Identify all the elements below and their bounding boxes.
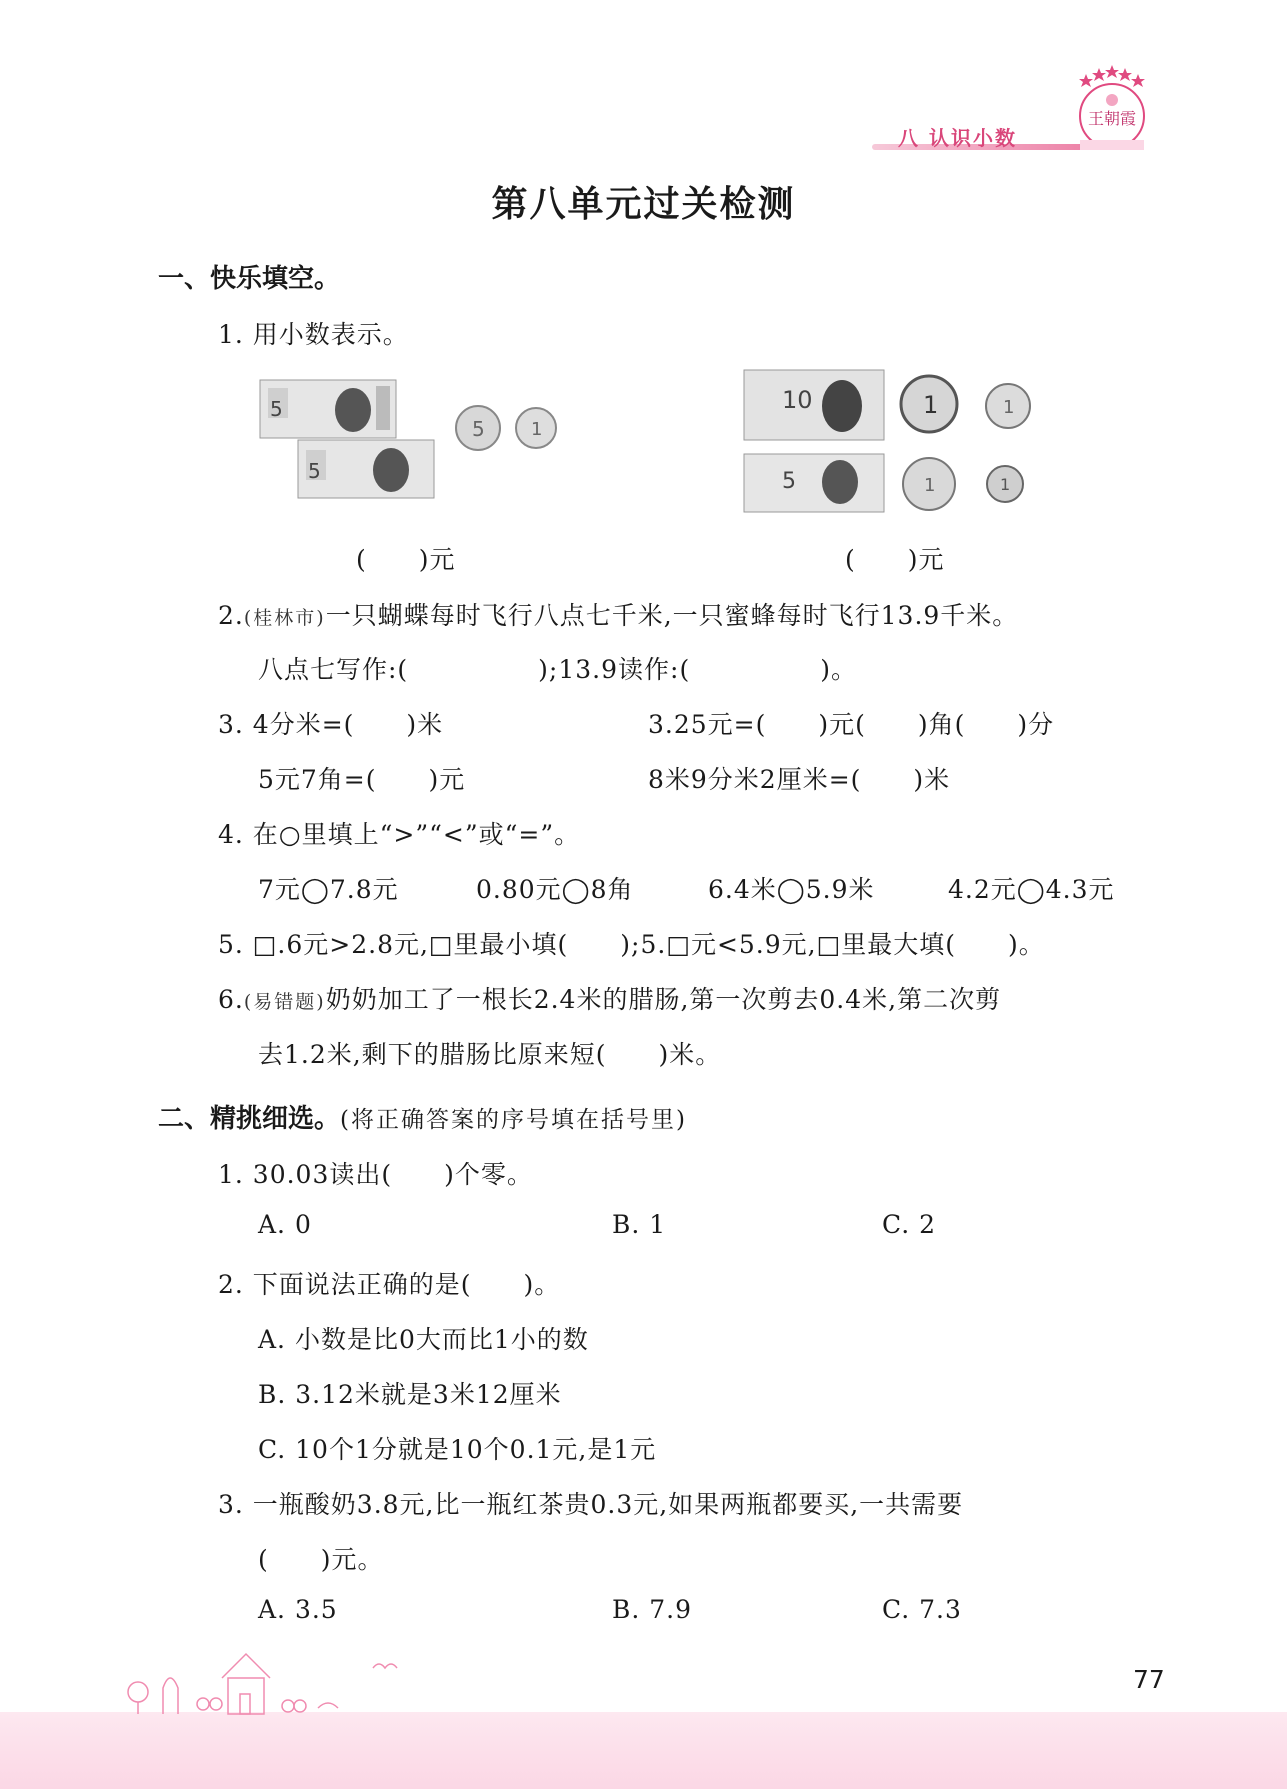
svg-text:5: 5 [782,469,796,494]
castle-doodle-icon [118,1648,418,1718]
q4-item-3: 6.4米◯5.9米 [708,875,875,904]
q1-answer-right: ( )元 [845,545,945,574]
footer-decoration [118,1648,418,1722]
svg-text:1: 1 [1003,397,1015,418]
section1-heading: 一、快乐填空。 [158,264,341,294]
q1-text: 1. 用小数表示。 [218,320,409,349]
s2-q3-option-a: A. 3.5 [258,1595,338,1624]
q4-item-2: 0.80元◯8角 [476,875,634,904]
banknotes-coins-left-icon [258,378,558,508]
s2-q3-line1: 3. 一瓶酸奶3.8元,比一瓶红茶贵0.3元,如果两瓶都要买,一共需要 [218,1490,964,1519]
page-title: 第八单元过关检测 [491,184,796,225]
s2-q1-option-a: A. 0 [258,1210,312,1239]
s2-q2-text: 2. 下面说法正确的是( )。 [218,1270,561,1299]
q2-text: 一只蝴蝶每时飞行八点七千米,一只蜜蜂每时飞行13.9千米。 [325,601,1019,630]
q6-line2: 去1.2米,剩下的腊肠比原来短( )米。 [258,1040,722,1069]
q1-answer-left: ( )元 [356,545,456,574]
svg-text:1: 1 [531,419,543,440]
svg-text:5: 5 [472,417,485,441]
banknotes-coins-right-icon [742,368,1042,518]
s2-q1-option-c: C. 2 [882,1210,937,1239]
s2-q2-option-c: C. 10个1分就是10个0.1元,是1元 [258,1435,657,1464]
q3-a: 3. 4分米=( )米 [218,710,444,739]
chapter-label: 八 认识小数 [898,126,1017,150]
s2-q1-option-b: B. 1 [612,1210,667,1239]
svg-text:王朝霞: 王朝霞 [1087,109,1137,128]
q2-tag: (桂林市) [243,607,326,629]
svg-text:5: 5 [270,397,283,421]
q2-number: 2. [218,601,244,630]
svg-text:1: 1 [1000,475,1011,494]
q6-line1 [218,980,1001,1016]
section2-title: 二、精挑细选。 [158,1104,341,1134]
s2-q3-option-c: C. 7.3 [882,1595,962,1624]
q6-text: 奶奶加工了一根长2.4米的腊肠,第一次剪去0.4米,第二次剪 [325,985,1002,1014]
q6-number: 6. [218,985,244,1014]
svg-text:1: 1 [923,391,939,419]
s2-q1-text: 1. 30.03读出( )个零。 [218,1160,533,1189]
left-money-group [258,378,558,512]
right-money-group [742,368,1042,522]
s2-q3-line2: ( )元。 [258,1545,384,1574]
svg-text:5: 5 [308,459,321,483]
page-number: 77 [1133,1665,1165,1694]
s2-q3-option-b: B. 7.9 [612,1595,693,1624]
q2-line1 [218,596,1018,632]
q3-c: 5元7角=( )元 [258,765,466,794]
q2-line2: 八点七写作:( );13.9读作:( )。 [258,655,857,684]
s2-q2-option-a: A. 小数是比0大而比1小的数 [258,1325,589,1354]
q6-tag: (易错题) [243,991,326,1013]
svg-text:10: 10 [782,386,813,414]
q4-item-4: 4.2元◯4.3元 [948,875,1115,904]
footer-band [0,1712,1287,1789]
section2-note: (将正确答案的序号填在括号里) [340,1107,687,1133]
section2-heading [158,1098,687,1135]
q5-text: 5. □.6元>2.8元,□里最小填( );5.□元<5.9元,□里最大填( )。 [218,930,1045,959]
q3-b: 3.25元=( )元( )角( )分 [648,710,1055,739]
q4-text: 4. 在○里填上“>”“<”或“=”。 [218,820,581,849]
brand-seal-logo [1072,64,1152,154]
s2-q2-option-b: B. 3.12米就是3米12厘米 [258,1380,562,1409]
q4-item-1: 7元◯7.8元 [258,875,399,904]
svg-text:1: 1 [924,475,936,496]
chapter-tag [872,124,1217,154]
q3-d: 8米9分米2厘米=( )米 [648,765,951,794]
